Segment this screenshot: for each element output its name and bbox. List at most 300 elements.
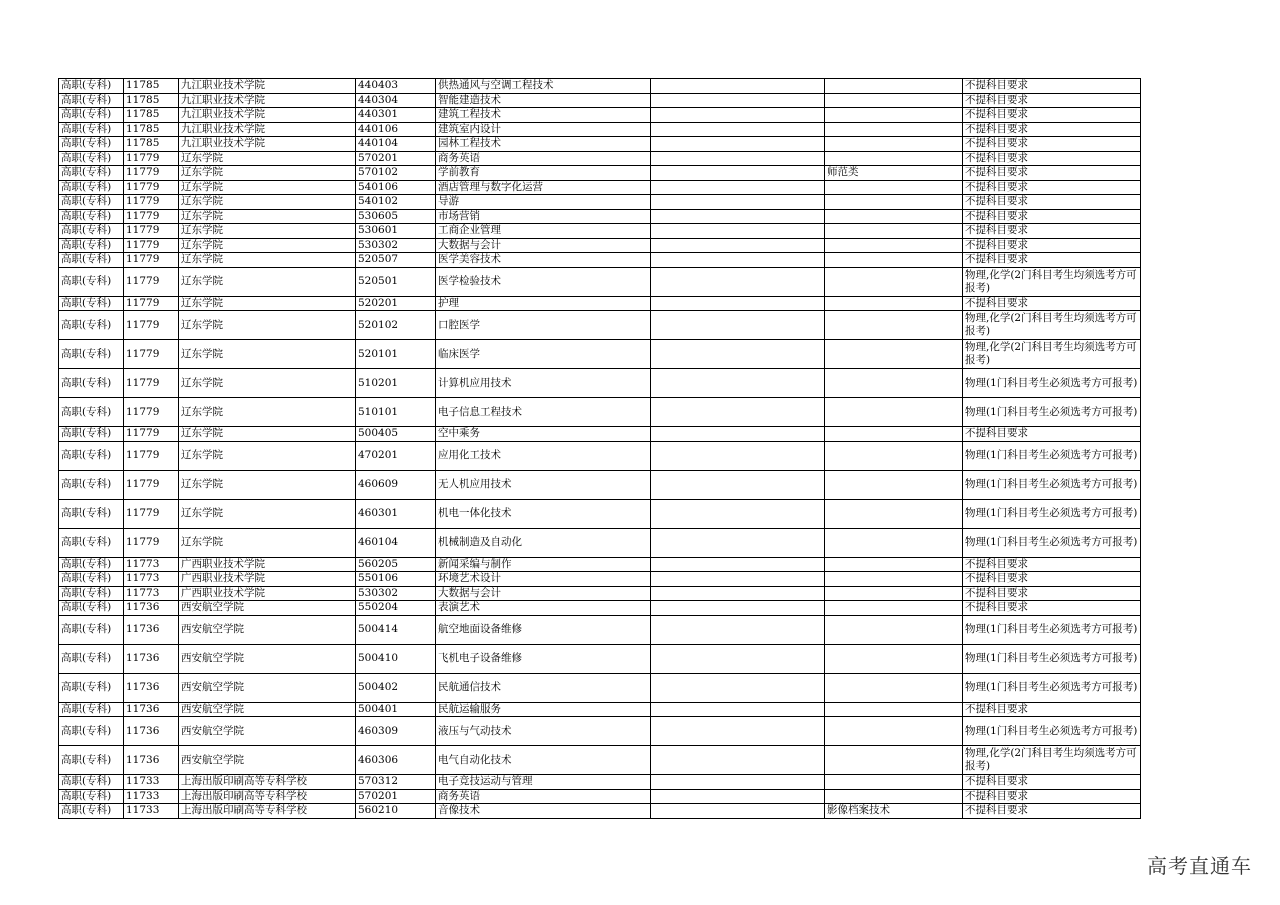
- level-cell: 高职(专科): [59, 586, 124, 601]
- major-code-cell: 570201: [356, 789, 436, 804]
- subject-requirement-cell: 不提科目要求: [963, 775, 1141, 790]
- school-code-cell: 11779: [124, 253, 179, 268]
- table-row: [59, 369, 1141, 398]
- major-name-cell: 智能建造技术: [436, 93, 651, 108]
- level-cell: 高职(专科): [59, 528, 124, 557]
- major-code-cell: 440403: [356, 79, 436, 94]
- table-row: [59, 296, 1141, 311]
- subject-requirement-cell: 物理,化学(2门科目考生均须选考方可报考): [963, 746, 1141, 775]
- table-row: [59, 166, 1141, 181]
- table-row: [59, 441, 1141, 470]
- major-name-cell: 大数据与会计: [436, 586, 651, 601]
- school-name-cell: 辽东学院: [179, 166, 356, 181]
- school-code-cell: 11785: [124, 137, 179, 152]
- school-code-cell: 11736: [124, 601, 179, 616]
- table-row: [59, 673, 1141, 702]
- table-row: [59, 209, 1141, 224]
- notes-cell: [651, 804, 825, 819]
- category-cell: [825, 702, 963, 717]
- major-code-cell: 570201: [356, 151, 436, 166]
- major-name-cell: 大数据与会计: [436, 238, 651, 253]
- subject-requirement-cell: 物理(1门科目考生必须选考方可报考): [963, 528, 1141, 557]
- category-cell: [825, 253, 963, 268]
- school-code-cell: 11779: [124, 166, 179, 181]
- major-code-cell: 540106: [356, 180, 436, 195]
- table-row: [59, 804, 1141, 819]
- school-name-cell: 辽东学院: [179, 296, 356, 311]
- category-cell: [825, 789, 963, 804]
- table-row: [59, 398, 1141, 427]
- major-name-cell: 音像技术: [436, 804, 651, 819]
- school-name-cell: 西安航空学院: [179, 673, 356, 702]
- major-code-cell: 460104: [356, 528, 436, 557]
- notes-cell: [651, 340, 825, 369]
- school-code-cell: 11736: [124, 644, 179, 673]
- school-name-cell: 辽东学院: [179, 180, 356, 195]
- category-cell: [825, 122, 963, 137]
- level-cell: 高职(专科): [59, 746, 124, 775]
- notes-cell: [651, 369, 825, 398]
- subject-requirement-cell: 不提科目要求: [963, 557, 1141, 572]
- major-name-cell: 民航通信技术: [436, 673, 651, 702]
- level-cell: 高职(专科): [59, 601, 124, 616]
- notes-cell: [651, 122, 825, 137]
- subject-requirement-cell: 物理(1门科目考生必须选考方可报考): [963, 441, 1141, 470]
- subject-requirement-cell: 不提科目要求: [963, 166, 1141, 181]
- table-row: [59, 427, 1141, 442]
- school-code-cell: 11773: [124, 572, 179, 587]
- level-cell: 高职(专科): [59, 557, 124, 572]
- notes-cell: [651, 557, 825, 572]
- level-cell: 高职(专科): [59, 296, 124, 311]
- table-row: [59, 586, 1141, 601]
- table-row: [59, 717, 1141, 746]
- school-code-cell: 11773: [124, 586, 179, 601]
- school-name-cell: 辽东学院: [179, 398, 356, 427]
- school-name-cell: 广西职业技术学院: [179, 586, 356, 601]
- subject-requirement-cell: 物理,化学(2门科目考生均须选考方可报考): [963, 267, 1141, 296]
- major-code-cell: 540102: [356, 195, 436, 210]
- notes-cell: [651, 137, 825, 152]
- school-name-cell: 上海出版印刷高等专科学校: [179, 789, 356, 804]
- level-cell: 高职(专科): [59, 427, 124, 442]
- subject-requirement-cell: 不提科目要求: [963, 702, 1141, 717]
- level-cell: 高职(专科): [59, 673, 124, 702]
- school-code-cell: 11773: [124, 557, 179, 572]
- school-code-cell: 11779: [124, 209, 179, 224]
- level-cell: 高职(专科): [59, 644, 124, 673]
- notes-cell: [651, 224, 825, 239]
- level-cell: 高职(专科): [59, 238, 124, 253]
- level-cell: 高职(专科): [59, 499, 124, 528]
- level-cell: 高职(专科): [59, 253, 124, 268]
- level-cell: 高职(专科): [59, 195, 124, 210]
- school-name-cell: 辽东学院: [179, 238, 356, 253]
- school-code-cell: 11736: [124, 717, 179, 746]
- table-row: [59, 340, 1141, 369]
- school-name-cell: 九江职业技术学院: [179, 108, 356, 123]
- table-row: [59, 311, 1141, 340]
- table-row: [59, 702, 1141, 717]
- major-code-cell: 550106: [356, 572, 436, 587]
- notes-cell: [651, 601, 825, 616]
- notes-cell: [651, 267, 825, 296]
- school-code-cell: 11785: [124, 79, 179, 94]
- notes-cell: [651, 615, 825, 644]
- category-cell: [825, 369, 963, 398]
- subject-requirement-cell: 物理,化学(2门科目考生均须选考方可报考): [963, 340, 1141, 369]
- level-cell: 高职(专科): [59, 804, 124, 819]
- subject-requirement-cell: 不提科目要求: [963, 572, 1141, 587]
- school-code-cell: 11779: [124, 195, 179, 210]
- school-name-cell: 上海出版印刷高等专科学校: [179, 775, 356, 790]
- major-code-cell: 560210: [356, 804, 436, 819]
- category-cell: [825, 572, 963, 587]
- notes-cell: [651, 180, 825, 195]
- major-code-cell: 460301: [356, 499, 436, 528]
- school-code-cell: 11779: [124, 267, 179, 296]
- major-name-cell: 新闻采编与制作: [436, 557, 651, 572]
- school-code-cell: 11779: [124, 151, 179, 166]
- admission-table: [58, 78, 1141, 819]
- category-cell: [825, 93, 963, 108]
- category-cell: [825, 151, 963, 166]
- major-code-cell: 530605: [356, 209, 436, 224]
- school-code-cell: 11785: [124, 108, 179, 123]
- school-name-cell: 辽东学院: [179, 528, 356, 557]
- notes-cell: [651, 528, 825, 557]
- major-name-cell: 口腔医学: [436, 311, 651, 340]
- subject-requirement-cell: 不提科目要求: [963, 427, 1141, 442]
- school-name-cell: 西安航空学院: [179, 601, 356, 616]
- level-cell: 高职(专科): [59, 122, 124, 137]
- table-row: [59, 195, 1141, 210]
- notes-cell: [651, 427, 825, 442]
- level-cell: 高职(专科): [59, 93, 124, 108]
- major-code-cell: 500405: [356, 427, 436, 442]
- notes-cell: [651, 673, 825, 702]
- major-code-cell: 560205: [356, 557, 436, 572]
- major-name-cell: 学前教育: [436, 166, 651, 181]
- major-name-cell: 建筑工程技术: [436, 108, 651, 123]
- major-code-cell: 550204: [356, 601, 436, 616]
- school-code-cell: 11785: [124, 93, 179, 108]
- school-name-cell: 西安航空学院: [179, 717, 356, 746]
- subject-requirement-cell: 不提科目要求: [963, 789, 1141, 804]
- level-cell: 高职(专科): [59, 224, 124, 239]
- major-code-cell: 500402: [356, 673, 436, 702]
- level-cell: 高职(专科): [59, 441, 124, 470]
- table-row: [59, 238, 1141, 253]
- school-code-cell: 11733: [124, 775, 179, 790]
- category-cell: [825, 441, 963, 470]
- notes-cell: [651, 296, 825, 311]
- major-name-cell: 液压与气动技术: [436, 717, 651, 746]
- subject-requirement-cell: 不提科目要求: [963, 586, 1141, 601]
- school-code-cell: 11779: [124, 180, 179, 195]
- category-cell: [825, 238, 963, 253]
- notes-cell: [651, 572, 825, 587]
- subject-requirement-cell: 不提科目要求: [963, 195, 1141, 210]
- major-code-cell: 500410: [356, 644, 436, 673]
- subject-requirement-cell: 不提科目要求: [963, 108, 1141, 123]
- notes-cell: [651, 253, 825, 268]
- school-name-cell: 九江职业技术学院: [179, 93, 356, 108]
- school-name-cell: 辽东学院: [179, 267, 356, 296]
- table-row: [59, 151, 1141, 166]
- school-code-cell: 11785: [124, 122, 179, 137]
- school-name-cell: 九江职业技术学院: [179, 79, 356, 94]
- major-name-cell: 空中乘务: [436, 427, 651, 442]
- category-cell: [825, 79, 963, 94]
- watermark-text: 高考直通车: [1147, 854, 1252, 878]
- notes-cell: [651, 93, 825, 108]
- school-code-cell: 11779: [124, 398, 179, 427]
- subject-requirement-cell: 物理(1门科目考生必须选考方可报考): [963, 615, 1141, 644]
- notes-cell: [651, 470, 825, 499]
- school-name-cell: 辽东学院: [179, 311, 356, 340]
- school-name-cell: 辽东学院: [179, 340, 356, 369]
- table-row: [59, 746, 1141, 775]
- level-cell: 高职(专科): [59, 311, 124, 340]
- category-cell: [825, 427, 963, 442]
- table-row: [59, 253, 1141, 268]
- school-name-cell: 辽东学院: [179, 195, 356, 210]
- school-code-cell: 11779: [124, 528, 179, 557]
- major-code-cell: 440301: [356, 108, 436, 123]
- category-cell: 师范类: [825, 166, 963, 181]
- table-row: [59, 93, 1141, 108]
- subject-requirement-cell: 物理(1门科目考生必须选考方可报考): [963, 644, 1141, 673]
- category-cell: [825, 586, 963, 601]
- category-cell: [825, 673, 963, 702]
- table-row: [59, 557, 1141, 572]
- major-name-cell: 机电一体化技术: [436, 499, 651, 528]
- category-cell: [825, 615, 963, 644]
- subject-requirement-cell: 不提科目要求: [963, 601, 1141, 616]
- major-name-cell: 供热通风与空调工程技术: [436, 79, 651, 94]
- school-code-cell: 11736: [124, 615, 179, 644]
- table-row: [59, 108, 1141, 123]
- subject-requirement-cell: 不提科目要求: [963, 253, 1141, 268]
- notes-cell: [651, 108, 825, 123]
- major-name-cell: 医学检验技术: [436, 267, 651, 296]
- major-name-cell: 商务英语: [436, 151, 651, 166]
- level-cell: 高职(专科): [59, 79, 124, 94]
- school-name-cell: 辽东学院: [179, 427, 356, 442]
- school-code-cell: 11736: [124, 746, 179, 775]
- major-name-cell: 园林工程技术: [436, 137, 651, 152]
- school-code-cell: 11779: [124, 441, 179, 470]
- school-code-cell: 11779: [124, 369, 179, 398]
- category-cell: [825, 340, 963, 369]
- notes-cell: [651, 586, 825, 601]
- level-cell: 高职(专科): [59, 108, 124, 123]
- notes-cell: [651, 195, 825, 210]
- notes-cell: [651, 166, 825, 181]
- subject-requirement-cell: 不提科目要求: [963, 180, 1141, 195]
- school-name-cell: 九江职业技术学院: [179, 137, 356, 152]
- table-row: [59, 122, 1141, 137]
- category-cell: [825, 137, 963, 152]
- major-name-cell: 航空地面设备维修: [436, 615, 651, 644]
- level-cell: 高职(专科): [59, 166, 124, 181]
- category-cell: [825, 195, 963, 210]
- table-row: [59, 601, 1141, 616]
- school-name-cell: 九江职业技术学院: [179, 122, 356, 137]
- category-cell: [825, 209, 963, 224]
- category-cell: [825, 717, 963, 746]
- major-code-cell: 520201: [356, 296, 436, 311]
- subject-requirement-cell: 不提科目要求: [963, 151, 1141, 166]
- major-code-cell: 520102: [356, 311, 436, 340]
- major-code-cell: 570102: [356, 166, 436, 181]
- subject-requirement-cell: 不提科目要求: [963, 137, 1141, 152]
- major-name-cell: 计算机应用技术: [436, 369, 651, 398]
- major-name-cell: 飞机电子设备维修: [436, 644, 651, 673]
- category-cell: [825, 311, 963, 340]
- notes-cell: [651, 717, 825, 746]
- level-cell: 高职(专科): [59, 180, 124, 195]
- major-name-cell: 酒店管理与数字化运营: [436, 180, 651, 195]
- notes-cell: [651, 151, 825, 166]
- notes-cell: [651, 311, 825, 340]
- notes-cell: [651, 499, 825, 528]
- school-code-cell: 11779: [124, 296, 179, 311]
- school-name-cell: 广西职业技术学院: [179, 572, 356, 587]
- subject-requirement-cell: 物理(1门科目考生必须选考方可报考): [963, 369, 1141, 398]
- notes-cell: [651, 441, 825, 470]
- category-cell: [825, 470, 963, 499]
- major-name-cell: 电子竞技运动与管理: [436, 775, 651, 790]
- subject-requirement-cell: 不提科目要求: [963, 79, 1141, 94]
- major-name-cell: 商务英语: [436, 789, 651, 804]
- major-code-cell: 520507: [356, 253, 436, 268]
- school-code-cell: 11779: [124, 224, 179, 239]
- subject-requirement-cell: 物理,化学(2门科目考生均须选考方可报考): [963, 311, 1141, 340]
- school-name-cell: 辽东学院: [179, 369, 356, 398]
- table-row: [59, 775, 1141, 790]
- major-code-cell: 460609: [356, 470, 436, 499]
- level-cell: 高职(专科): [59, 151, 124, 166]
- subject-requirement-cell: 物理(1门科目考生必须选考方可报考): [963, 398, 1141, 427]
- major-name-cell: 表演艺术: [436, 601, 651, 616]
- category-cell: [825, 746, 963, 775]
- table-row: [59, 572, 1141, 587]
- major-name-cell: 无人机应用技术: [436, 470, 651, 499]
- school-name-cell: 广西职业技术学院: [179, 557, 356, 572]
- level-cell: 高职(专科): [59, 717, 124, 746]
- major-name-cell: 工商企业管理: [436, 224, 651, 239]
- notes-cell: [651, 702, 825, 717]
- category-cell: [825, 644, 963, 673]
- major-name-cell: 建筑室内设计: [436, 122, 651, 137]
- major-code-cell: 460309: [356, 717, 436, 746]
- level-cell: 高职(专科): [59, 615, 124, 644]
- major-name-cell: 机械制造及自动化: [436, 528, 651, 557]
- notes-cell: [651, 79, 825, 94]
- notes-cell: [651, 398, 825, 427]
- school-code-cell: 11779: [124, 427, 179, 442]
- notes-cell: [651, 238, 825, 253]
- major-code-cell: 440106: [356, 122, 436, 137]
- major-code-cell: 440304: [356, 93, 436, 108]
- school-name-cell: 辽东学院: [179, 253, 356, 268]
- major-code-cell: 500401: [356, 702, 436, 717]
- category-cell: [825, 267, 963, 296]
- table-row: [59, 644, 1141, 673]
- school-name-cell: 西安航空学院: [179, 702, 356, 717]
- school-name-cell: 辽东学院: [179, 441, 356, 470]
- school-code-cell: 11736: [124, 673, 179, 702]
- subject-requirement-cell: 不提科目要求: [963, 93, 1141, 108]
- major-name-cell: 电气自动化技术: [436, 746, 651, 775]
- level-cell: 高职(专科): [59, 267, 124, 296]
- category-cell: [825, 775, 963, 790]
- major-code-cell: 530601: [356, 224, 436, 239]
- major-code-cell: 440104: [356, 137, 436, 152]
- major-name-cell: 环境艺术设计: [436, 572, 651, 587]
- major-code-cell: 570312: [356, 775, 436, 790]
- school-name-cell: 上海出版印刷高等专科学校: [179, 804, 356, 819]
- subject-requirement-cell: 不提科目要求: [963, 804, 1141, 819]
- table-row: [59, 79, 1141, 94]
- major-code-cell: 520101: [356, 340, 436, 369]
- major-code-cell: 530302: [356, 238, 436, 253]
- major-code-cell: 460306: [356, 746, 436, 775]
- school-name-cell: 辽东学院: [179, 209, 356, 224]
- school-name-cell: 西安航空学院: [179, 644, 356, 673]
- school-code-cell: 11733: [124, 804, 179, 819]
- school-code-cell: 11779: [124, 340, 179, 369]
- subject-requirement-cell: 不提科目要求: [963, 209, 1141, 224]
- major-code-cell: 510101: [356, 398, 436, 427]
- school-name-cell: 辽东学院: [179, 499, 356, 528]
- major-code-cell: 530302: [356, 586, 436, 601]
- school-code-cell: 11736: [124, 702, 179, 717]
- major-code-cell: 470201: [356, 441, 436, 470]
- level-cell: 高职(专科): [59, 702, 124, 717]
- subject-requirement-cell: 不提科目要求: [963, 296, 1141, 311]
- level-cell: 高职(专科): [59, 340, 124, 369]
- category-cell: [825, 601, 963, 616]
- table-row: [59, 267, 1141, 296]
- notes-cell: [651, 209, 825, 224]
- table-row: [59, 470, 1141, 499]
- level-cell: 高职(专科): [59, 209, 124, 224]
- level-cell: 高职(专科): [59, 369, 124, 398]
- major-name-cell: 市场营销: [436, 209, 651, 224]
- category-cell: 影像档案技术: [825, 804, 963, 819]
- major-name-cell: 临床医学: [436, 340, 651, 369]
- table-row: [59, 528, 1141, 557]
- subject-requirement-cell: 物理(1门科目考生必须选考方可报考): [963, 499, 1141, 528]
- table-row: [59, 789, 1141, 804]
- major-name-cell: 电子信息工程技术: [436, 398, 651, 427]
- notes-cell: [651, 746, 825, 775]
- subject-requirement-cell: 物理(1门科目考生必须选考方可报考): [963, 470, 1141, 499]
- table-row: [59, 615, 1141, 644]
- subject-requirement-cell: 不提科目要求: [963, 122, 1141, 137]
- school-name-cell: 辽东学院: [179, 151, 356, 166]
- notes-cell: [651, 775, 825, 790]
- school-name-cell: 辽东学院: [179, 470, 356, 499]
- school-code-cell: 11779: [124, 238, 179, 253]
- table-row: [59, 180, 1141, 195]
- level-cell: 高职(专科): [59, 775, 124, 790]
- category-cell: [825, 108, 963, 123]
- category-cell: [825, 180, 963, 195]
